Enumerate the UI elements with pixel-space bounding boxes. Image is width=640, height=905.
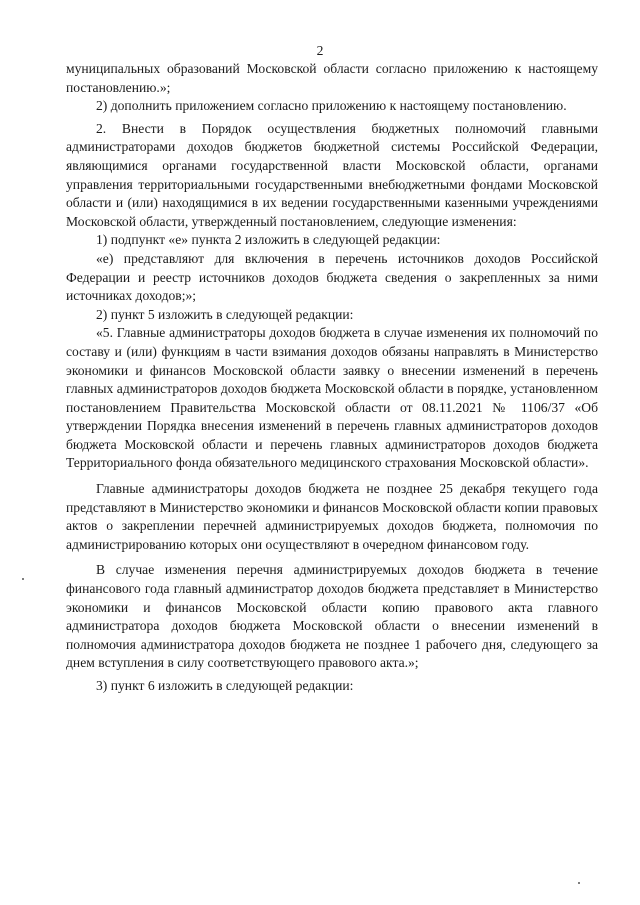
page-number: 2 xyxy=(316,43,324,58)
paragraph-item-5-text: «5. Главные администраторы доходов бюджета в случае изменения их полномочий по составу и (или) функциям в части взимания доходов обязаны направлять в Министерство экономики и финансов Московской области заявку о внесении изменений в перечень главных администраторов доходов бюджета Московской области в порядке, установленном постановлением Правительства Московской области от 08.11.2021 № 1106/37 «Об утверждении Порядка внесения изменений в перечень главных администраторов доходов бюджета Московской области и перечень главных администраторов доходов бюджета Территориального фонда обязательного медицинского страхования Московской области». xyxy=(66,325,598,471)
paragraph-deadline: Главные администраторы доходов бюджета не позднее 25 декабря текущего года представляют в Министерство экономики и финансов Московской области копии правовых актов о закреплении перечней администрируемых доходов бюджета, полномочия по администрированию которых они осуществляют в очередном финансовом году. xyxy=(66,481,598,552)
paragraph-continuation: муниципальных образований Московской области согласно приложению к настоящему постановлению.»; xyxy=(66,61,598,95)
document-body xyxy=(66,60,598,696)
paragraph-item-2-add-appendix: 2) дополнить приложением согласно приложению к настоящему постановлению. xyxy=(96,98,567,114)
paragraph-subitem-e-text: «е) представляют для включения в перечень источников доходов Российской Федерации и реестр источников доходов бюджета сведения о закрепленных за ними источниках доходов;»; xyxy=(66,250,598,304)
paragraph-changes-during-year: В случае изменения перечня администрируемых доходов бюджета в течение финансового года главный администратор доходов бюджета представляет в Министерство экономики и финансов Московской области копию правового акта главного администратора доходов бюджета Московской области о внесении изменений в полномочия администратора доходов бюджета не позднее 1 рабочего дня, следующего за днем вступления в силу соответствующего правового акта.»; xyxy=(66,562,598,671)
paragraph-subitem-1: 1) подпункт «е» пункта 2 изложить в следующей редакции: xyxy=(96,232,441,248)
paragraph-subitem-2: 2) пункт 5 изложить в следующей редакции: xyxy=(96,306,354,322)
paragraph-section-2: 2. Внести в Порядок осуществления бюджетных полномочий главными администраторами доходов бюджетов бюджетной системы Российской Федерации, являющимися органами государственной власти Московской области, органами управления территориальными государственными внебюджетными фондами Московской области и (или) находящимися в их ведении государственными казенными учреждениями Московской области, утвержденный постановлением, следующие изменения: xyxy=(66,120,598,229)
scan-speck-left xyxy=(22,578,24,580)
paragraph-subitem-3: 3) пункт 6 изложить в следующей редакции: xyxy=(96,678,354,693)
scan-speck-bottom-right xyxy=(578,882,580,884)
